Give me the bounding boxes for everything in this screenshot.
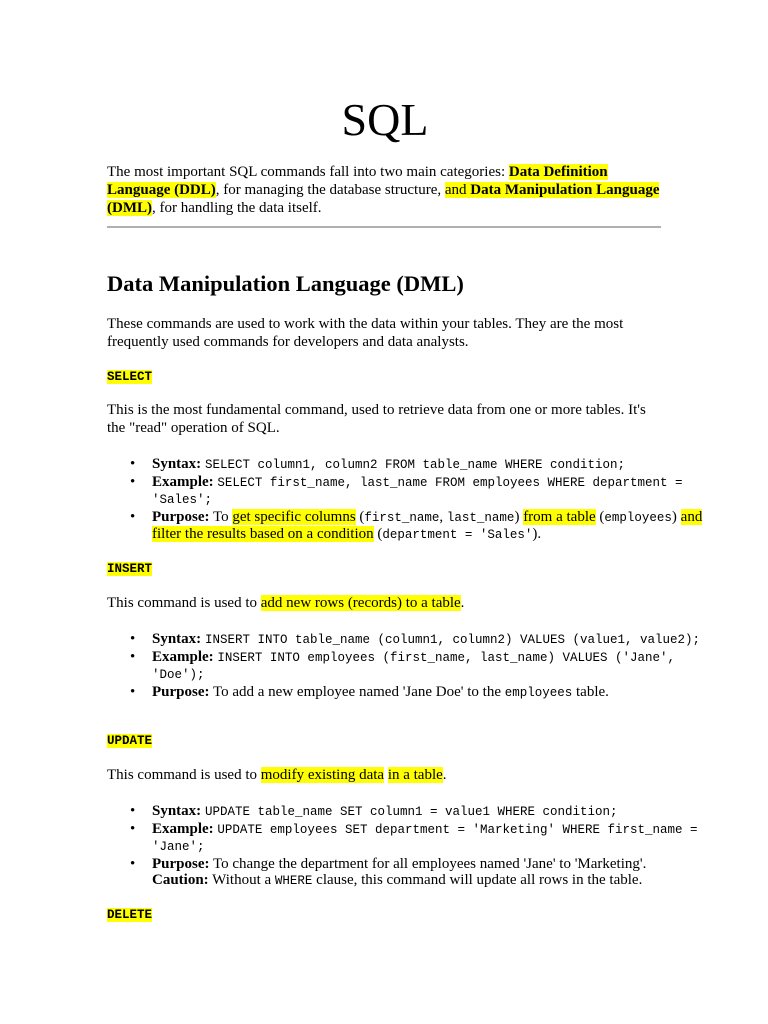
list-item xyxy=(152,684,708,702)
list-item xyxy=(152,821,708,856)
example-code: UPDATE employees SET department = 'Marketing' WHERE first_name = 'Jane'; xyxy=(152,822,698,854)
intro-paragraph xyxy=(107,163,663,217)
purpose-highlight: from a table xyxy=(523,508,596,525)
list-item xyxy=(152,649,708,684)
description-highlight: modify existing data xyxy=(260,767,385,783)
purpose-highlight: and filter the results based on a condition xyxy=(152,508,703,542)
purpose-label: Purpose: xyxy=(152,508,210,525)
description-highlight: add new rows (records) to a table xyxy=(260,595,461,611)
example-label: Example: xyxy=(152,473,214,490)
select-description: This is the most fundamental command, used to retrieve data from one or more tables. It's the "read" operation of SQL. xyxy=(107,402,646,436)
description-text: This command is used to xyxy=(107,767,261,783)
code-condition: department = 'Sales' xyxy=(382,528,533,542)
description-text: This command is used to xyxy=(107,595,261,611)
update-label: UPDATE xyxy=(107,734,153,748)
delete-label: DELETE xyxy=(107,908,153,922)
insert-label: INSERT xyxy=(107,562,153,576)
syntax-code: UPDATE table_name SET column1 = value1 WHERE condition; xyxy=(204,805,618,819)
purpose-text: ( xyxy=(373,526,383,542)
purpose-text: ( xyxy=(595,508,605,525)
list-item xyxy=(152,631,708,649)
description-text: . xyxy=(442,767,447,783)
syntax-label: Syntax: xyxy=(152,803,202,819)
purpose-text: To xyxy=(212,508,233,525)
section-heading: Data Manipulation Language (DML) xyxy=(107,271,464,296)
list-item xyxy=(152,803,708,821)
update-command-label xyxy=(107,731,663,749)
intro-text: , for handling the data itself. xyxy=(152,200,322,216)
code-where: WHERE xyxy=(274,874,313,888)
purpose-text: To change the department for all employees named 'Jane' to 'Marketing'. xyxy=(212,855,647,872)
purpose-text: ( xyxy=(355,508,365,525)
syntax-label: Syntax: xyxy=(152,456,202,472)
code-first-name: first_name xyxy=(364,510,440,525)
purpose-label: Purpose: xyxy=(152,855,210,872)
horizontal-divider xyxy=(107,226,661,228)
update-description xyxy=(107,766,663,784)
purpose-text: To add a new employee named 'Jane Doe' to the xyxy=(212,683,505,700)
select-details-list xyxy=(107,456,708,544)
page-title: SQL xyxy=(341,94,429,145)
purpose-text: ) xyxy=(671,508,681,525)
delete-command-label xyxy=(107,905,663,923)
example-code: INSERT INTO employees (first_name, last_name) VALUES ('Jane', 'Doe'); xyxy=(152,650,675,682)
description-highlight: in a table xyxy=(387,767,443,783)
ddl-highlight: Data Definition Language (DDL) xyxy=(107,164,608,198)
example-code: SELECT first_name, last_name FROM employees WHERE department = 'Sales'; xyxy=(152,475,683,507)
caution-text: Without a xyxy=(212,872,275,888)
code-last-name: last_name xyxy=(446,510,515,525)
section-intro: These commands are used to work with the data within your tables. They are the most frequently used commands for developers and data analysts. xyxy=(107,316,624,350)
insert-command-label xyxy=(107,559,663,577)
select-command-label xyxy=(107,367,663,385)
intro-text: , for managing the database structure, xyxy=(215,182,445,198)
code-employees: employees xyxy=(504,685,573,700)
purpose-text: ). xyxy=(532,526,542,542)
purpose-text: table. xyxy=(572,683,609,700)
purpose-text: ) xyxy=(514,508,524,525)
purpose-text: , xyxy=(439,508,447,525)
syntax-code: SELECT column1, column2 FROM table_name WHERE condition; xyxy=(204,458,626,472)
description-text: . xyxy=(460,595,465,611)
intro-text: The most important SQL commands fall into two main categories: xyxy=(107,164,509,180)
code-employees: employees xyxy=(604,510,672,525)
insert-description xyxy=(107,594,663,612)
purpose-label: Purpose: xyxy=(152,683,210,700)
insert-details-list xyxy=(107,631,708,701)
dml-highlight: Data Manipulation Language (DML) xyxy=(107,182,660,216)
and-highlight: and xyxy=(444,182,467,198)
example-label: Example: xyxy=(152,820,214,837)
caution-text: clause, this command will update all rows in the table. xyxy=(312,872,643,888)
example-label: Example: xyxy=(152,648,214,665)
caution-label: Caution: xyxy=(152,872,209,888)
select-label: SELECT xyxy=(107,370,153,384)
list-item xyxy=(152,856,708,890)
syntax-code: INSERT INTO table_name (column1, column2) VALUES (value1, value2); xyxy=(204,633,701,647)
syntax-label: Syntax: xyxy=(152,631,202,647)
update-details-list xyxy=(107,803,708,890)
purpose-highlight: get specific columns xyxy=(232,508,356,525)
list-item xyxy=(152,509,708,544)
list-item xyxy=(152,456,708,474)
list-item xyxy=(152,474,708,509)
